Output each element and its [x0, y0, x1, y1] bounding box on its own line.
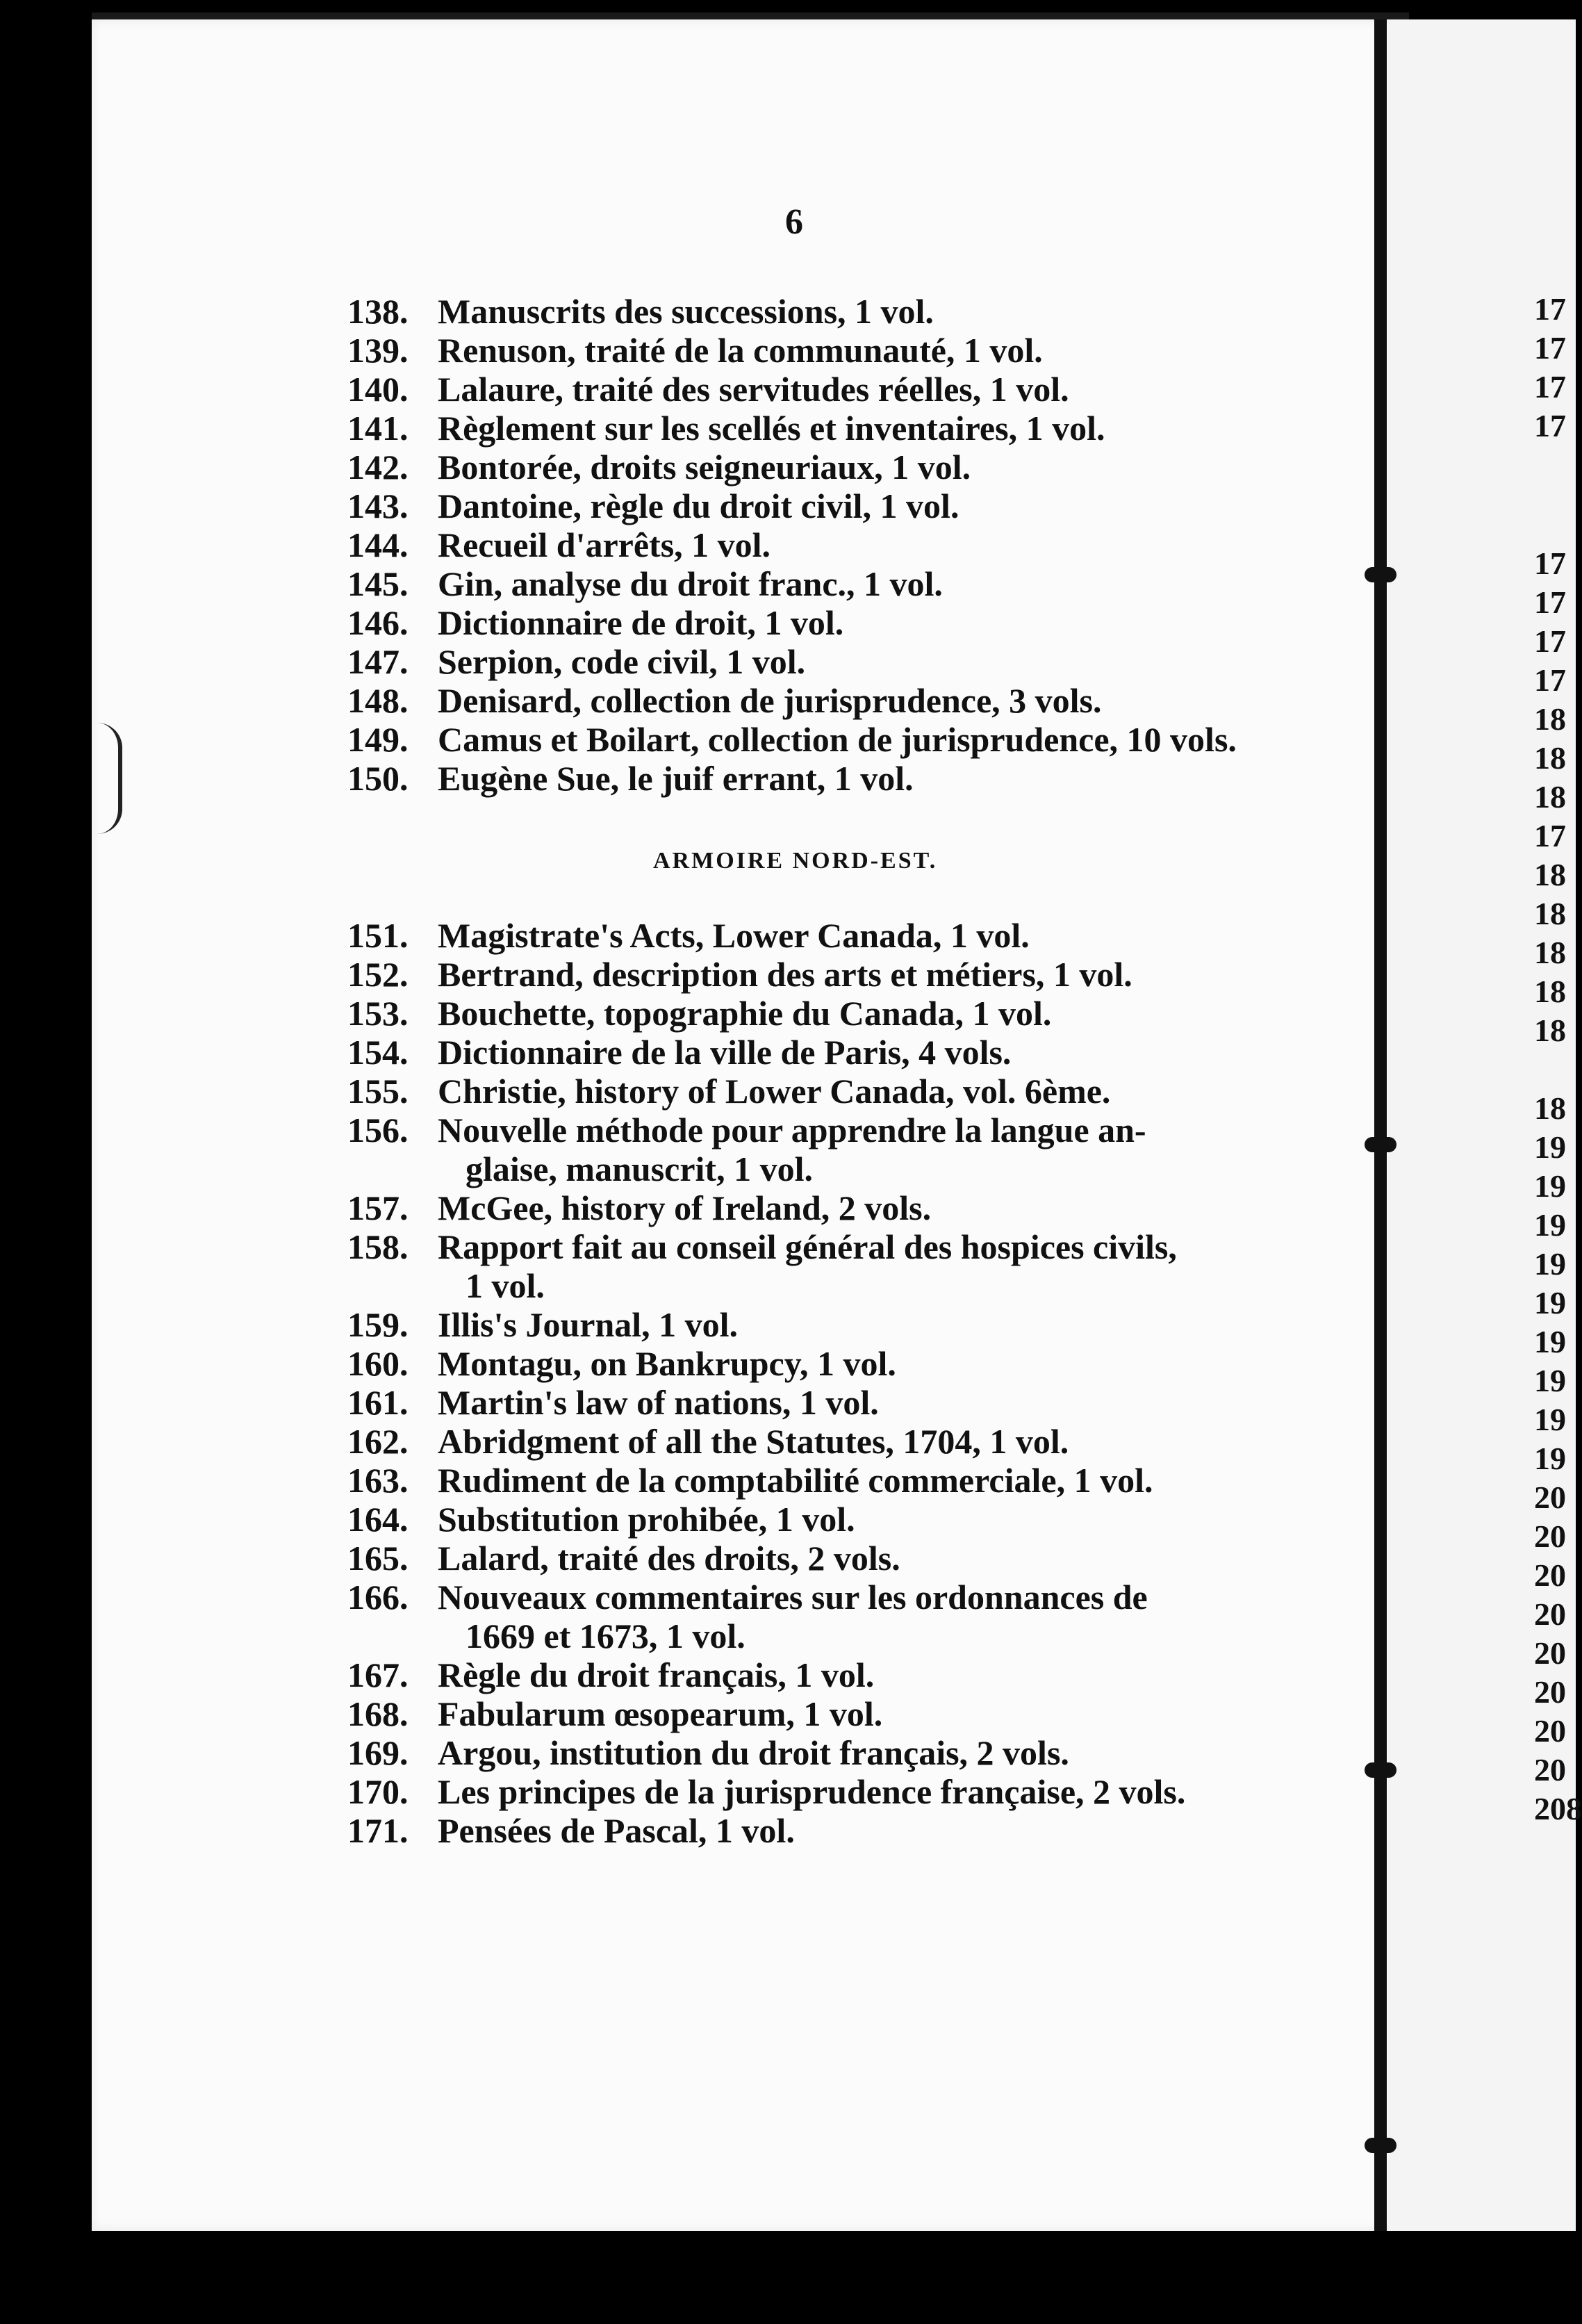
- facing-page-number: 20: [1534, 1635, 1566, 1671]
- entry-title: Argou, institution du droit français, 2 vols.: [438, 1733, 1069, 1772]
- entry-number: 138.: [347, 292, 409, 331]
- facing-page-number: 19: [1534, 1441, 1566, 1476]
- entry-number: 162.: [347, 1422, 409, 1461]
- page-edge-mark: [97, 723, 122, 834]
- entry-number: 145.: [347, 564, 409, 603]
- entry-number: 142.: [347, 448, 409, 486]
- entry-title: Rudiment de la comptabilité commerciale, 1 vol.: [438, 1461, 1153, 1500]
- entry-title: Denisard, collection de jurisprudence, 3 vols.: [438, 681, 1102, 720]
- entry-number: 156.: [347, 1111, 409, 1149]
- entry-number: 165.: [347, 1539, 409, 1578]
- entry-title: Pensées de Pascal, 1 vol.: [438, 1811, 795, 1850]
- facing-page-number: 18: [1534, 701, 1566, 737]
- facing-page-number: 17: [1534, 662, 1566, 698]
- entry-number: 157.: [347, 1188, 409, 1227]
- facing-page-number: 19: [1534, 1168, 1566, 1204]
- entry-number: 150.: [347, 759, 409, 798]
- entry-title: Dictionnaire de droit, 1 vol.: [438, 603, 844, 642]
- entry-number: 149.: [347, 720, 409, 759]
- facing-page-number: 20: [1534, 1674, 1566, 1710]
- facing-page-number: 19: [1534, 1402, 1566, 1437]
- entry-number: 161.: [347, 1383, 409, 1422]
- entry-title: McGee, history of Ireland, 2 vols.: [438, 1188, 932, 1227]
- entry-title: Manuscrits des successions, 1 vol.: [438, 292, 934, 331]
- entry-title: Bertrand, description des arts et métiers, 1 vol.: [438, 955, 1132, 994]
- entry-title: Eugène Sue, le juif errant, 1 vol.: [438, 759, 914, 798]
- entry-number: 164.: [347, 1500, 409, 1539]
- entry-title: Lalard, traité des droits, 2 vols.: [438, 1539, 900, 1578]
- facing-page-number: 19: [1534, 1324, 1566, 1359]
- facing-page-number: 19: [1534, 1129, 1566, 1165]
- facing-page-number: 20: [1534, 1713, 1566, 1749]
- entry-title: Abridgment of all the Statutes, 1704, 1 vol.: [438, 1422, 1069, 1461]
- entry-number: 169.: [347, 1733, 409, 1772]
- entry-number: 144.: [347, 525, 409, 564]
- entry-number: 152.: [347, 955, 409, 994]
- facing-page-number: 18: [1534, 857, 1566, 892]
- facing-page-number: 20: [1534, 1752, 1566, 1787]
- entry-title: Camus et Boilart, collection de jurisprudence, 10 vols.: [438, 720, 1237, 759]
- entry-number: 143.: [347, 486, 409, 525]
- facing-page-number: 208: [1534, 1791, 1582, 1826]
- section-heading: ARMOIRE NORD-EST.: [653, 848, 938, 874]
- facing-page-number: 17: [1534, 818, 1566, 853]
- entry-number: 168.: [347, 1694, 409, 1733]
- binding-knot: [1365, 1762, 1396, 1778]
- entry-number: 163.: [347, 1461, 409, 1500]
- entry-title-continued: 1 vol.: [465, 1266, 545, 1305]
- entry-number: 141.: [347, 409, 409, 448]
- entry-title: Nouvelle méthode pour apprendre la langue an-: [438, 1111, 1146, 1149]
- entry-number: 158.: [347, 1227, 409, 1266]
- facing-page-number: 17: [1534, 546, 1566, 581]
- entry-title: Bontorée, droits seigneuriaux, 1 vol.: [438, 448, 971, 486]
- entry-title: Renuson, traité de la communauté, 1 vol.: [438, 331, 1043, 370]
- facing-page-number: 18: [1534, 1013, 1566, 1048]
- facing-page-number: 19: [1534, 1246, 1566, 1282]
- entry-title: Lalaure, traité des servitudes réelles, 1 vol.: [438, 370, 1069, 409]
- binding-knot: [1365, 567, 1396, 582]
- entry-number: 153.: [347, 994, 409, 1033]
- entry-title: Recueil d'arrêts, 1 vol.: [438, 525, 771, 564]
- entry-number: 140.: [347, 370, 409, 409]
- entry-title: Christie, history of Lower Canada, vol. 6ème.: [438, 1072, 1111, 1111]
- facing-page-number: 17: [1534, 408, 1566, 443]
- entry-title: Nouveaux commentaires sur les ordonnances de: [438, 1578, 1148, 1617]
- facing-page-number: 20: [1534, 1557, 1566, 1593]
- entry-title: Illis's Journal, 1 vol.: [438, 1305, 739, 1344]
- entry-title: Martin's law of nations, 1 vol.: [438, 1383, 879, 1422]
- entry-number: 154.: [347, 1033, 409, 1072]
- facing-page-number: 19: [1534, 1207, 1566, 1243]
- entry-number: 170.: [347, 1772, 409, 1811]
- facing-page-number: 18: [1534, 896, 1566, 931]
- entry-title: Bouchette, topographie du Canada, 1 vol.: [438, 994, 1052, 1033]
- entry-title: Dantoine, règle du droit civil, 1 vol.: [438, 486, 959, 525]
- binding-knot: [1365, 2138, 1396, 2153]
- facing-page-margin: [1388, 19, 1582, 2231]
- entry-title: Montagu, on Bankrupcy, 1 vol.: [438, 1344, 896, 1383]
- facing-page-number: 17: [1534, 291, 1566, 327]
- facing-page-number: 18: [1534, 1090, 1566, 1126]
- entry-number: 139.: [347, 331, 409, 370]
- facing-page-number: 17: [1534, 584, 1566, 620]
- facing-page-number: 17: [1534, 623, 1566, 659]
- entry-number: 166.: [347, 1578, 409, 1617]
- entry-title: Fabularum œsopearum, 1 vol.: [438, 1694, 883, 1733]
- entry-title: Les principes de la jurisprudence française, 2 vols.: [438, 1772, 1186, 1811]
- entry-title: Magistrate's Acts, Lower Canada, 1 vol.: [438, 916, 1030, 955]
- facing-page-number: 18: [1534, 974, 1566, 1009]
- entry-number: 147.: [347, 642, 409, 681]
- entry-title: Rapport fait au conseil général des hospices civils,: [438, 1227, 1177, 1266]
- page-number: 6: [785, 202, 803, 242]
- facing-page-number: 20: [1534, 1480, 1566, 1515]
- entry-number: 146.: [347, 603, 409, 642]
- entry-number: 155.: [347, 1072, 409, 1111]
- entry-title: Substitution prohibée, 1 vol.: [438, 1500, 855, 1539]
- entry-title: Dictionnaire de la ville de Paris, 4 vols.: [438, 1033, 1012, 1072]
- entry-title-continued: glaise, manuscrit, 1 vol.: [465, 1149, 813, 1188]
- entry-number: 151.: [347, 916, 409, 955]
- facing-page-number: 18: [1534, 779, 1566, 815]
- entry-number: 160.: [347, 1344, 409, 1383]
- facing-page-number: 18: [1534, 935, 1566, 970]
- entry-title-continued: 1669 et 1673, 1 vol.: [465, 1617, 745, 1655]
- binding-knot: [1365, 1137, 1396, 1152]
- entry-title: Gin, analyse du droit franc., 1 vol.: [438, 564, 943, 603]
- binding-thread: [1374, 19, 1387, 2231]
- facing-page-number: 18: [1534, 740, 1566, 776]
- facing-page-number: 17: [1534, 369, 1566, 404]
- entry-title: Règle du droit français, 1 vol.: [438, 1655, 875, 1694]
- entry-title: Règlement sur les scellés et inventaires, 1 vol.: [438, 409, 1105, 448]
- entry-number: 159.: [347, 1305, 409, 1344]
- entry-title: Serpion, code civil, 1 vol.: [438, 642, 806, 681]
- facing-page-number: 20: [1534, 1519, 1566, 1554]
- facing-page-number: 19: [1534, 1285, 1566, 1320]
- entry-number: 171.: [347, 1811, 409, 1850]
- entry-number: 148.: [347, 681, 409, 720]
- entry-number: 167.: [347, 1655, 409, 1694]
- facing-page-number: 19: [1534, 1363, 1566, 1398]
- facing-page-number: 17: [1534, 330, 1566, 366]
- facing-page-number: 20: [1534, 1596, 1566, 1632]
